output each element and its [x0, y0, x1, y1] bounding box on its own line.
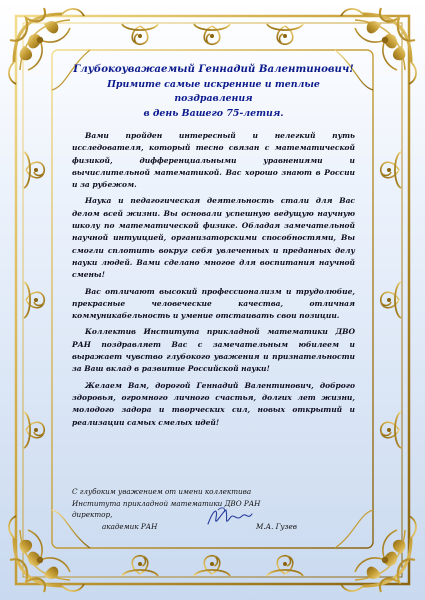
- letter-content: [72, 62, 355, 433]
- paragraph-science: Наука и педагогическая деятельность стали для Вас делом всей жизни. Вы основали успешную ведущую научную школу по математической физике. Обладая замечательной научной интуицией, организаторскими способностями, Вы смогли сплотить вокруг себя увлеченных и преданных делу науки людей. Вами сделано многое для воспитания научной смены!: [72, 196, 355, 280]
- signature-position: директор,: [72, 510, 113, 519]
- greeting-congratulation: Примите самые искренние и теплые поздравления: [107, 78, 320, 104]
- signature-institute: Института прикладной математики ДВО РАН: [72, 498, 261, 508]
- paragraph-institute: Коллектив Института прикладной математики ДВО РАН поздравляет Вас с замечательным юбилеем и выражает чувство глубокого уважения и признательности за Ваш вклад в развитие Российской науки!: [72, 327, 355, 374]
- paragraph-wishes: Желаем Вам, дорогой Геннадий Валентинович, доброго здоровья, огромного личного счастья, долгих лет жизни, молодого задора и творческих сил, новых открытий и реализации самых смелых идей!: [72, 380, 355, 427]
- handwritten-signature: [204, 504, 254, 532]
- signature-regards: С глубоким уважением от имени коллектива: [72, 487, 252, 496]
- signature-block: [72, 486, 362, 532]
- greeting-occasion: в день Вашего 75-летия.: [143, 107, 284, 119]
- signature-name: М.А. Гузев: [256, 521, 297, 531]
- signature-title: академик РАН: [102, 521, 158, 531]
- letter-body: [72, 130, 355, 429]
- greeting-salutation: Глубокоуважаемый Геннадий Валентинович!: [73, 63, 354, 75]
- paragraph-career: Вами пройден интересный и нелегкий путь исследователя, который тесно связан с математической физикой, дифференциальными уравнениями и вычислительной математикой. Вас хорошо знают в России и за рубежом.: [72, 131, 355, 190]
- paragraph-qualities: Вас отличают высокий профессионализм и трудолюбие, прекрасные человеческие качества, отличная коммуникабельность и умение отстаивать свои позиции.: [72, 286, 355, 321]
